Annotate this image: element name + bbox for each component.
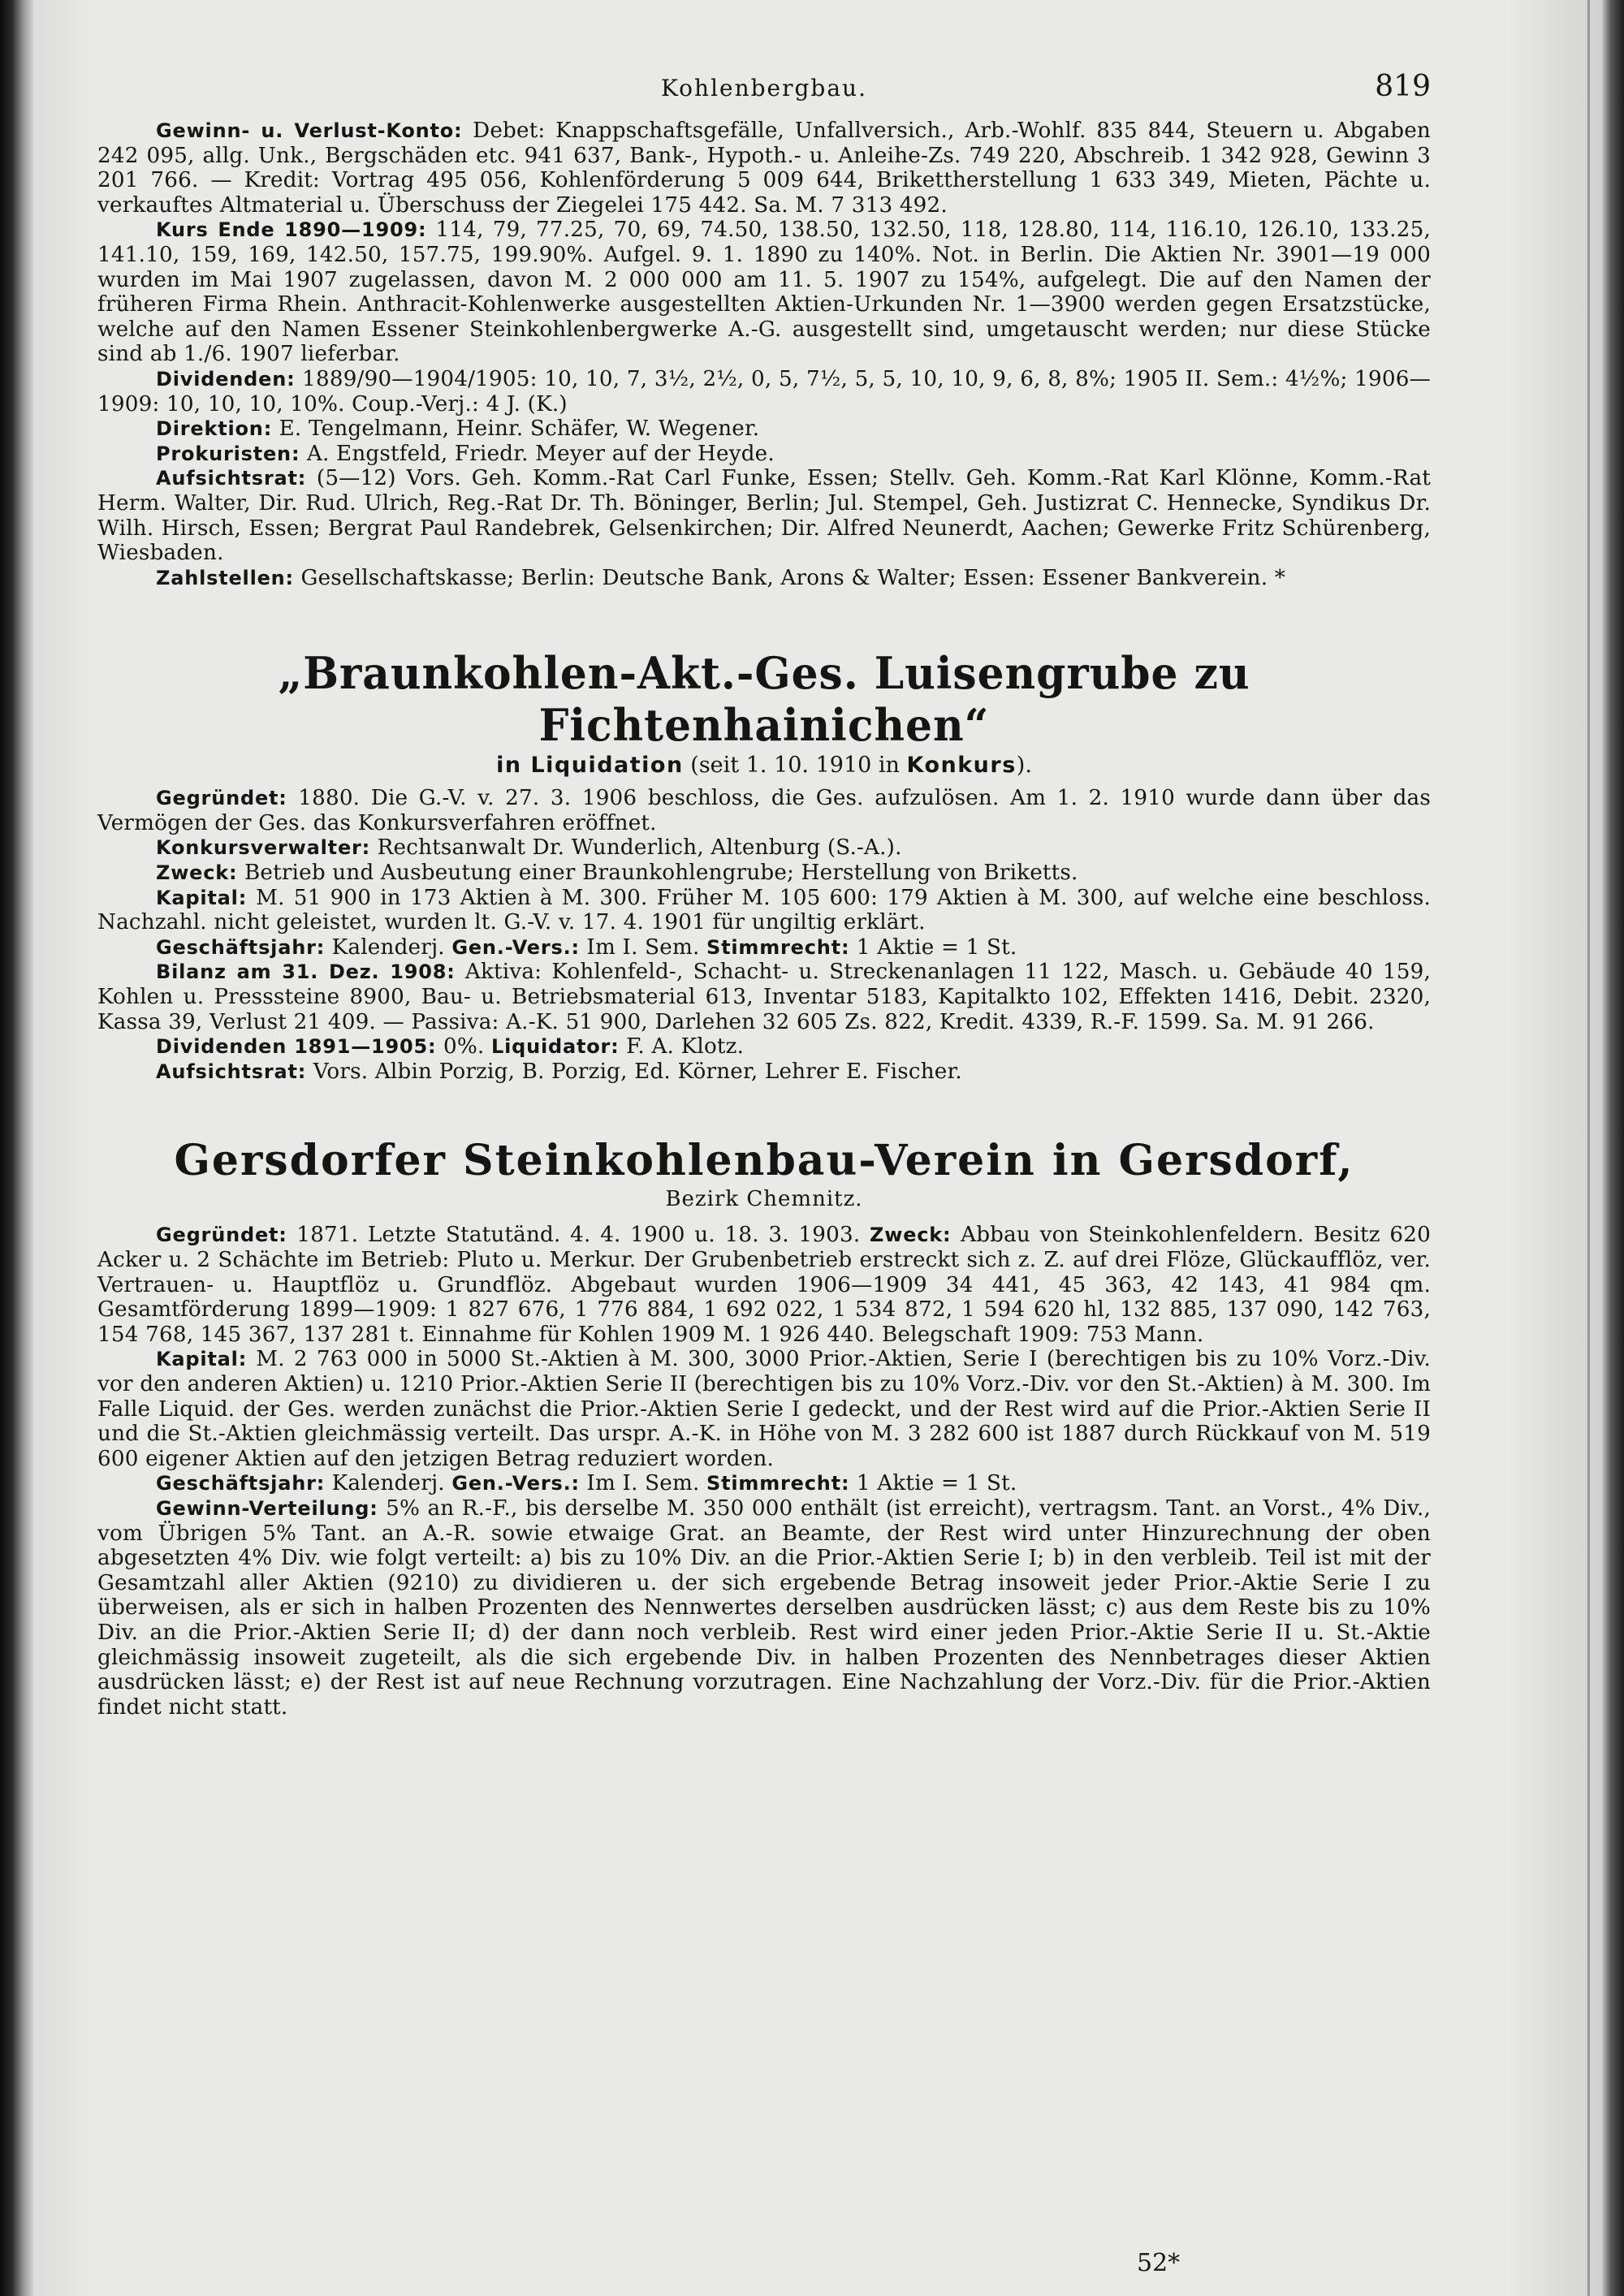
field-label: Aufsichtsrat: (156, 467, 307, 490)
field-label: Gegründet: (156, 787, 287, 810)
field-label: Gegründet: (156, 1224, 287, 1247)
field-text: Debet: Knappschaftsgefälle, Unfallversich., Arb.-Wohlf. 835 844, Steuern u. Abgaben 242 095, allg. Unk., Bergschäden etc. 941 637, Bank-, Hypoth.- u. Anleihe-Zs. 749 220, Abschreib. 1 342 928, Gewinn 3 201 766. — Kredit: Vortrag 495 056, Kohlenförderung 5 009 644, Brikettherstellung 1 633 349, Mieten, Pächte u. verkauftes Altmaterial u. Überschuss der Ziegelei 175 442. Sa. M. 7 313 492. (97, 119, 1431, 218)
entry-continuation (97, 119, 1431, 590)
field-text: Vors. Albin Porzig, B. Porzig, Ed. Körner, Lehrer E. Fischer. (306, 1059, 962, 1084)
capital-paragraph (97, 1347, 1431, 1471)
field-text: 1889/90—1904/1905: 10, 10, 7, 3½, 2½, 0, 5, 7½, 5, 5, 10, 10, 9, 6, 8, 8%; 1905 II. Sem.: 4½%; 1906—1909: 10, 10, 10, 10%. Coup.-Verj.: 4 J. (K.) (97, 366, 1431, 416)
bankruptcy-label: Konkurs (906, 753, 1017, 779)
field-label: Zweck: (156, 861, 238, 885)
field-label: Geschäftsjahr: (156, 1472, 326, 1495)
field-label: Zahlstellen: (156, 566, 294, 589)
procurators-paragraph (97, 442, 1431, 467)
field-text: Kalenderj. (325, 1471, 452, 1496)
subtitle-end: ). (1016, 753, 1032, 779)
capital-paragraph (97, 886, 1431, 935)
supervisory-board-paragraph (97, 466, 1431, 565)
field-text: Rechtsanwalt Dr. Wunderlich, Altenburg (S.-A.). (370, 835, 902, 861)
entry-luisengrube (97, 647, 1431, 1084)
company-subtitle: Bezirk Chemnitz. (665, 1187, 863, 1212)
field-label: Stimmrecht: (706, 1472, 850, 1495)
field-text: 1 Aktie = 1 St. (849, 934, 1017, 960)
company-title: „Braunkohlen-Akt.-Ges. Luisengrube zu Fichtenhainichen“ (278, 647, 1250, 752)
field-text: 1871. Letzte Statutänd. 4. 4. 1900 u. 18. 3. 1903. (287, 1223, 870, 1248)
administrator-paragraph (97, 835, 1431, 861)
field-label: Zweck: (870, 1224, 952, 1247)
field-text: 114, 79, 77.25, 70, 69, 74.50, 138.50, 132.50, 118, 128.80, 114, 116.10, 126.10, 133.25, 141.10, 159, 169, 142.50, 157.75, 199.90%. Aufgel. 9. 1. 1890 zu 140%. Not. in Berlin. Die Aktien Nr. 3901—19 000 wurden im Mai 1907 zugelassen, davon M. 2 000 000 am 11. 5. 1907 zu 154%, aufgelegt. Die auf den Namen der früheren Firma Rhein. Anthracit-Kohlenwerke ausgestellten Aktien-Urkunden Nr. 1—3900 werden gegen Ersatzstücke, welche auf den Namen Essener Steinkohlenbergwerke A.-G. ausgestellt sind, umgetauscht werden; nur diese Stücke sind ab 1./6. 1907 lieferbar. (97, 218, 1431, 367)
field-text: E. Tengelmann, Heinr. Schäfer, W. Wegener. (272, 416, 760, 442)
field-label: Stimmrecht: (706, 935, 850, 959)
field-text: Aktiva: Kohlenfeld-, Schacht- u. Streckenanlagen 11 122, Masch. u. Gebäude 40 159, Kohlen u. Presssteine 8900, Bau- u. Betriebsmaterial 613, Inventar 5183, Kapitalkto 102, Effekten 1416, Debit. 2320, Kassa 39, Verlust 21 409. — Passiva: A.-K. 51 900, Darlehen 32 605 Zs. 822, Kredit. 4339, R.-F. 1599. Sa. M. 91 266. (97, 960, 1431, 1034)
field-text: 1 Aktie = 1 St. (849, 1471, 1017, 1496)
company-title: Gersdorfer Steinkohlenbau-Verein in Gersdorf, (174, 1136, 1354, 1186)
founded-purpose-paragraph (97, 1223, 1431, 1347)
dividends-liquidator-paragraph (97, 1034, 1431, 1060)
field-text: A. Engstfeld, Friedr. Meyer auf der Heyde. (300, 441, 775, 466)
field-label: Konkursverwalter: (156, 836, 371, 860)
field-text: 5% an R.-F., bis derselbe M. 350 000 enthält (ist erreicht), vertragsm. Tant. an Vorst., 4% Div., vom Übrigen 5% Tant. an A.-R. sowie etwaige Grat. an Beamte, der Rest wird unter Hinzurechnung der oben abgesetzten 4% Div. wie folgt verteilt: a) bis zu 10% Div. an die Prior.-Aktien Serie I; b) in den verbleib. Teil ist mit der Gesamtzahl aller Aktien (9210) zu dividieren u. der sich ergebende Betrag insoweit jeder Prior.-Aktie Serie I zu überweisen, als er sich in halben Prozenten des Nennwertes derselben ausdrücken lässt; c) aus dem Reste bis zu 10% Div. an die Prior.-Aktien Serie II; d) der dann noch verbleib. Rest wird einer jeden Prior.-Aktie Serie II u. St.-Aktie gleichmässig insoweit zugeteilt, als die sich ergebende Div. in halben Prozenten des Nennbetrages dieser Aktien ausdrücken lässt; e) der Rest ist auf neue Rechnung vorzutragen. Eine Nachzahlung der Vorz.-Div. für die Prior.-Aktien findet nicht statt. (97, 1495, 1431, 1720)
scan-edge-right (1601, 0, 1624, 2296)
founded-paragraph (97, 786, 1431, 835)
share-price-paragraph (97, 218, 1431, 367)
running-title: Kohlenbergbau. (661, 75, 867, 101)
page-content (97, 67, 1431, 1720)
field-text: Kalenderj. (325, 934, 452, 960)
field-label: Aufsichtsrat: (156, 1060, 307, 1083)
field-text: Abbau von Steinkohlenfeldern. Besitz 620 Acker u. 2 Schächte im Betrieb: Pluto u. Merkur. Der Grubenbetrieb erstreckt sich z. Z. auf drei Flöze, Glückaufflöz, ver. Vertrauen- u. Hauptflöz u. Grundflöz. Abgebaut wurden 1906—1909 34 441, 45 363, 42 143, 41 984 qm. Gesamtförderung 1899—1909: 1 827 676, 1 776 884, 1 692 022, 1 534 872, 1 594 620 hl, 132 885, 137 090, 142 763, 154 768, 145 367, 137 281 t. Einnahme für Kohlen 1909 M. 1 926 440. Belegschaft 1909: 753 Mann. (97, 1223, 1431, 1347)
field-label: Dividenden: (156, 367, 296, 391)
subtitle-text: (seit 1. 10. 1910 in (683, 753, 907, 779)
fiscal-year-paragraph (97, 1471, 1431, 1496)
field-text: Gesellschaftskasse; Berlin: Deutsche Bank, Arons & Walter; Essen: Essener Bankverein. * (293, 565, 1286, 590)
scan-edge-left (0, 0, 34, 2296)
field-text: (5—12) Vors. Geh. Komm.-Rat Carl Funke, Essen; Stellv. Geh. Komm.-Rat Karl Klönne, Komm.-Rat Herm. Walter, Dir. Rud. Ulrich, Reg.-Rat Dr. Th. Böninger, Berlin; Jul. Stempel, Geh. Justizrat C. Hennecke, Syndikus Dr. Wilh. Hirsch, Essen; Bergrat Paul Randebrek, Gelsenkirchen; Dir. Alfred Neunerdt, Aachen; Gewerke Fritz Schürenberg, Wiesbaden. (97, 466, 1431, 566)
field-label: Gen.-Vers.: (451, 935, 580, 959)
field-label: Prokuristen: (156, 442, 300, 465)
field-label: Gen.-Vers.: (451, 1472, 580, 1495)
management-paragraph (97, 416, 1431, 442)
liquidation-label: in Liquidation (496, 753, 684, 779)
profit-loss-paragraph (97, 119, 1431, 218)
printer-signature: 52* (1137, 2249, 1181, 2277)
field-label: Kurs Ende 1890—1909: (156, 218, 427, 242)
field-text: Im I. Sem. (579, 1471, 707, 1496)
balance-paragraph (97, 960, 1431, 1034)
field-label: Kapital: (156, 886, 248, 909)
field-text: Betrieb und Ausbeutung einer Braunkohlengrube; Herstellung von Briketts. (237, 861, 1078, 886)
page-number: 819 (1375, 70, 1431, 103)
supervisory-board-paragraph (97, 1060, 1431, 1085)
fiscal-year-paragraph (97, 935, 1431, 960)
field-label: Liquidator: (490, 1035, 620, 1059)
company-subtitle (97, 753, 1431, 778)
field-label: Bilanz am 31. Dez. 1908: (156, 960, 456, 984)
profit-distribution-paragraph (97, 1496, 1431, 1720)
running-head (97, 67, 1431, 112)
dividends-paragraph (97, 367, 1431, 416)
field-text: M. 51 900 in 173 Aktien à M. 300. Früher M. 105 600: 179 Aktien à M. 300, auf welche eine beschloss. Nachzahl. nicht geleistet, wurden lt. G.-V. v. 17. 4. 1901 für ungiltig erklärt. (97, 885, 1431, 935)
field-text: 1880. Die G.-V. v. 27. 3. 1906 beschloss, die Ges. aufzulösen. Am 1. 2. 1910 wurde dann über das Vermögen der Ges. das Konkursverfahren eröffnet. (97, 786, 1431, 835)
purpose-paragraph (97, 861, 1431, 886)
field-label: Kapital: (156, 1348, 248, 1371)
field-label: Gewinn- u. Verlust-Konto: (156, 119, 463, 142)
field-text: 0%. (436, 1034, 491, 1060)
field-label: Dividenden 1891—1905: (156, 1035, 437, 1059)
field-label: Geschäftsjahr: (156, 935, 326, 959)
field-text: F. A. Klotz. (619, 1034, 745, 1060)
field-label: Gewinn-Verteilung: (156, 1496, 378, 1520)
field-label: Direktion: (156, 417, 273, 441)
entry-gersdorf (97, 1136, 1431, 1720)
paying-agents-paragraph (97, 566, 1431, 591)
page-fold-shadow (1587, 0, 1590, 2296)
field-text: Im I. Sem. (579, 934, 707, 960)
field-text: M. 2 763 000 in 5000 St.-Aktien à M. 300, 3000 Prior.-Aktien, Serie I (berechtigen bis zu 10% Vorz.-Div. vor den anderen Aktien) u. 1210 Prior.-Aktien Serie II (berechtigen bis zu 10% Vorz.-Div. vor den St.-Aktien) à M. 300. Im Falle Liquid. der Ges. werden zunächst die Prior.-Aktien Serie I gedeckt, und der Rest wird auf die Prior.-Aktien Serie II und die St.-Aktien gleichmässig verteilt. Das urspr. A.-K. in Höhe von M. 3 282 600 ist 1887 durch Rückkauf von M. 519 600 eigener Aktien auf den jetzigen Betrag reduziert worden. (97, 1347, 1431, 1471)
